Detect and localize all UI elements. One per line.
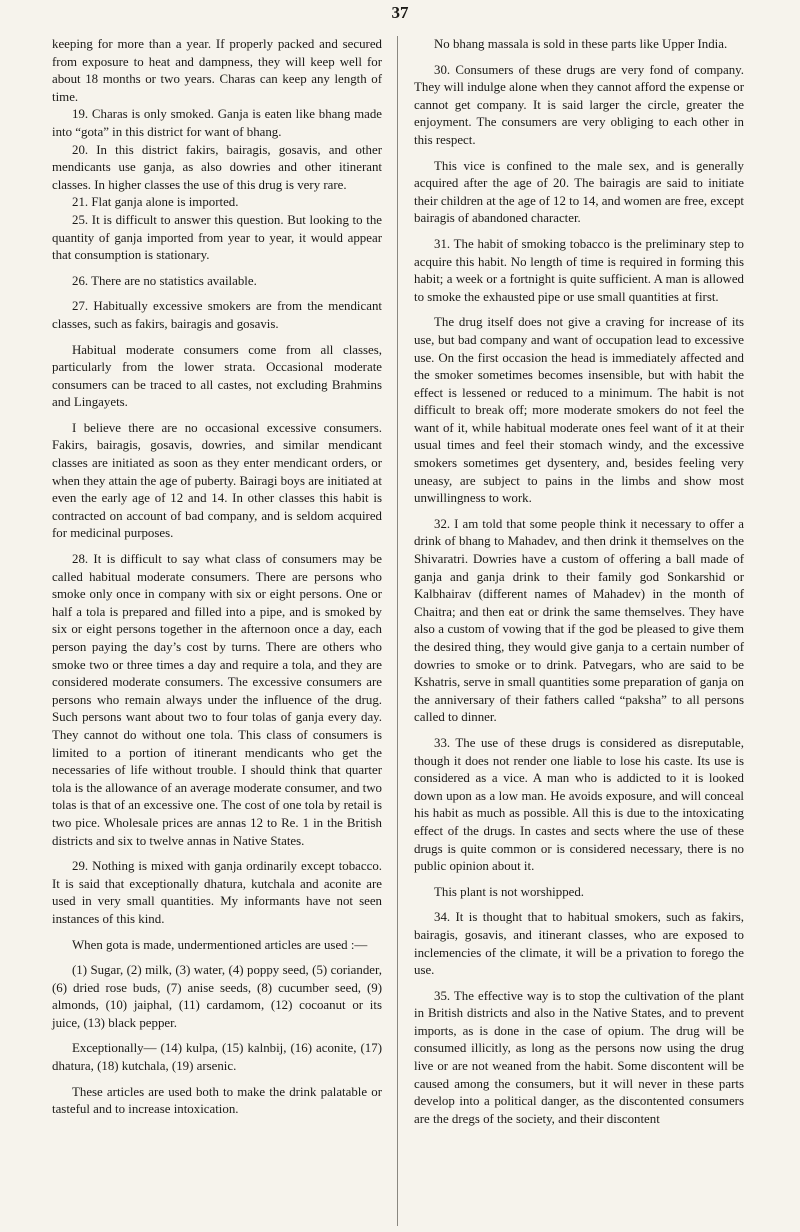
paragraph: 21. Flat ganja alone is imported.	[72, 195, 239, 210]
paragraph: 20. In this district fakirs, bairagis, gosavis, and other mendicants use ganja, as also dowries and other itinerant classes. In higher classes the use of this drug is very rare.	[52, 142, 382, 192]
paragraph: 27. Habitually excessive smokers are from the mendicant classes, such as fakirs, bairagis and gosavis.	[52, 299, 382, 331]
paragraph: 19. Charas is only smoked. Ganja is eaten like bhang made into “gota” in this district for want of bhang.	[52, 107, 382, 139]
paragraph: This vice is confined to the male sex, and is generally acquired after the age of 20. The bairagis are said to initiate their children at the age of 12 to 14, and women are free, except bairagis of abandoned character.	[414, 158, 744, 226]
paragraph: When gota is made, undermentioned articles are used :—	[72, 937, 368, 952]
left-column	[52, 36, 382, 1119]
paragraph: keeping for more than a year. If properly packed and secured from exposure to heat and dampness, they will keep well for about 18 months or two years. Charas can keep any length of time.	[52, 37, 382, 104]
paragraph: 29. Nothing is mixed with ganja ordinarily except tobacco. It is said that exceptionally dhatura, kutchala and aconite are used in very small quantities. My informants have not seen instances of this kind.	[52, 859, 382, 926]
paragraph: 35. The effective way is to stop the cultivation of the plant in British districts and also in the Native States, and to prevent imports, as is done in the case of opium. The drug will be consumed illicitly, as long as the persons now using the drug live or are not weaned from the habit. Some discontent will be caused among the consumers, but it will never in these parts develop into a political danger, as the discontented consumers are the dregs of the society, and their discontent	[414, 988, 744, 1126]
paragraph: (1) Sugar, (2) milk, (3) water, (4) poppy seed, (5) coriander, (6) dried rose buds, (7) anise seeds, (8) cucumber seed, (9) almonds, (10) jaiphal, (11) cardamom, (12) cocoanut or its juice, (13) black pepper.	[52, 963, 382, 1030]
paragraph: 25. It is difficult to answer this question. But looking to the quantity of ganja imported from year to year, it would appear that consumption is stationary.	[52, 212, 382, 263]
paragraph: This plant is not worshipped.	[434, 884, 585, 899]
paragraph: Habitual moderate consumers come from all classes, particularly from the lower strata. Occasional moderate consumers can be traced to all castes, not excluding Brahmins and Lingayets.	[52, 342, 382, 410]
column-divider	[397, 36, 398, 1226]
right-column	[414, 36, 744, 1128]
paragraph: 32. I am told that some people think it necessary to offer a drink of bhang to Mahadev, and then drink it themselves on the Shivaratri. Dowries have a custom of offering a ball made of ganja and ganja drink to their family god Sonkarshid or Kalbhairav (different names of Mahadev) in the month of Chaitra; and then eat or drink the same themselves. They have also a custom of vowing that if the god be pleased to give them the desired thing, they would give ganja to a certain number of dowries to smoke or to drink. Patvegars, who are said to be Kshatris, serve in small quantities some preparation of ganja on the anniversary of their fathers called “paksha” to all persons called to dinner.	[414, 516, 744, 725]
paragraph: 30. Consumers of these drugs are very fond of company. They will indulge alone when they cannot afford the expense or cannot get company. It is said larger the circle, greater the enjoyment. The consumers are very obliging to each other in this respect.	[414, 62, 744, 147]
paragraph: These articles are used both to make the drink palatable or tasteful and to increase intoxication.	[52, 1084, 382, 1117]
paragraph: 33. The use of these drugs is considered as disreputable, though it does not render one liable to lose his caste. Its use is considered as a vice. A man who is addicted to it is looked down upon as a low man. He avoids exposure, and will conceal his habit as much as possible. All this is due to the intoxicating effect of the drugs. In castes and sects where the use of these drugs is quite common or is considered necessary, there is no public opinion about it.	[414, 735, 744, 874]
page-number: 37	[391, 3, 409, 22]
paragraph: 31. The habit of smoking tobacco is the preliminary step to acquire this habit. No length of time is required in forming this habit; a week or a fortnight is quite sufficient. A man is allowed to smoke the exhausted pipe or use small quantities at first.	[414, 236, 744, 304]
paragraph: Exceptionally— (14) kulpa, (15) kalnbij, (16) aconite, (17) dhatura, (18) kutchala, (19) arsenic.	[52, 1041, 382, 1074]
paragraph: The drug itself does not give a craving for increase of its use, but bad company and want of occupation lead to excessive use. On the first occasion the head is immediately affected and the smoker sometimes becomes insensible, but with habit the effect is lessened or reduced to a minimum. The habit is not difficult to break off; more moderate smokers do not feel the want of it, while habitual moderate ones feel want of it at their usual times and feel their stomach windy, and the excessive smokers sometimes get dysentery, and, besides feeling very uneasy, are subject to pains in the limbs and show most unwillingness to work.	[414, 315, 744, 506]
paragraph: No bhang massala is sold in these parts like Upper India.	[434, 37, 728, 51]
paragraph: I believe there are no occasional excessive consumers. Fakirs, bairagis, gosavis, dowries, and similar mendicant classes are initiated as soon as they enter mendicant orders, or when they attain the age of puberty. Bairagi boys are initiated at even the early age of 12 and 14. In other classes this habit is contracted on account of bad company, and is seldom acquired for medicinal purposes.	[52, 420, 382, 541]
paragraph: 34. It is thought that to habitual smokers, such as fakirs, bairagis, gosavis, and itinerant classes, who are exposed to inclemencies of the climate, it will be a privation to forego the use.	[414, 910, 744, 978]
paragraph: 26. There are no statistics available.	[72, 273, 257, 288]
paragraph: 28. It is difficult to say what class of consumers may be called habitual moderate consumers. There are persons who smoke only once in company with six or eight persons. One or half a tola is prepared and filled into a pipe, and is smoked by six or eight persons together in the afternoon once a day, each person paying the day’s cost by turns. There are others who smoke two or three times a day and require a tola, and they are considered moderate consumers. The excessive consumers are persons who remain always under the influence of the drug. Such persons want about two to four tolas of ganja every day. They cannot do without one tola. This class of consumers is limited to a portion of itinerant mendicants who get the necessaries of life without trouble. I should think that quarter tola is the allowance of an average moderate consumer, and two tolas is that of an excessive one. The cost of one tola by retail is two pice. Wholesale prices are annas 12 to Re. 1 in the British districts and six to twelve annas in Native States.	[52, 552, 382, 848]
